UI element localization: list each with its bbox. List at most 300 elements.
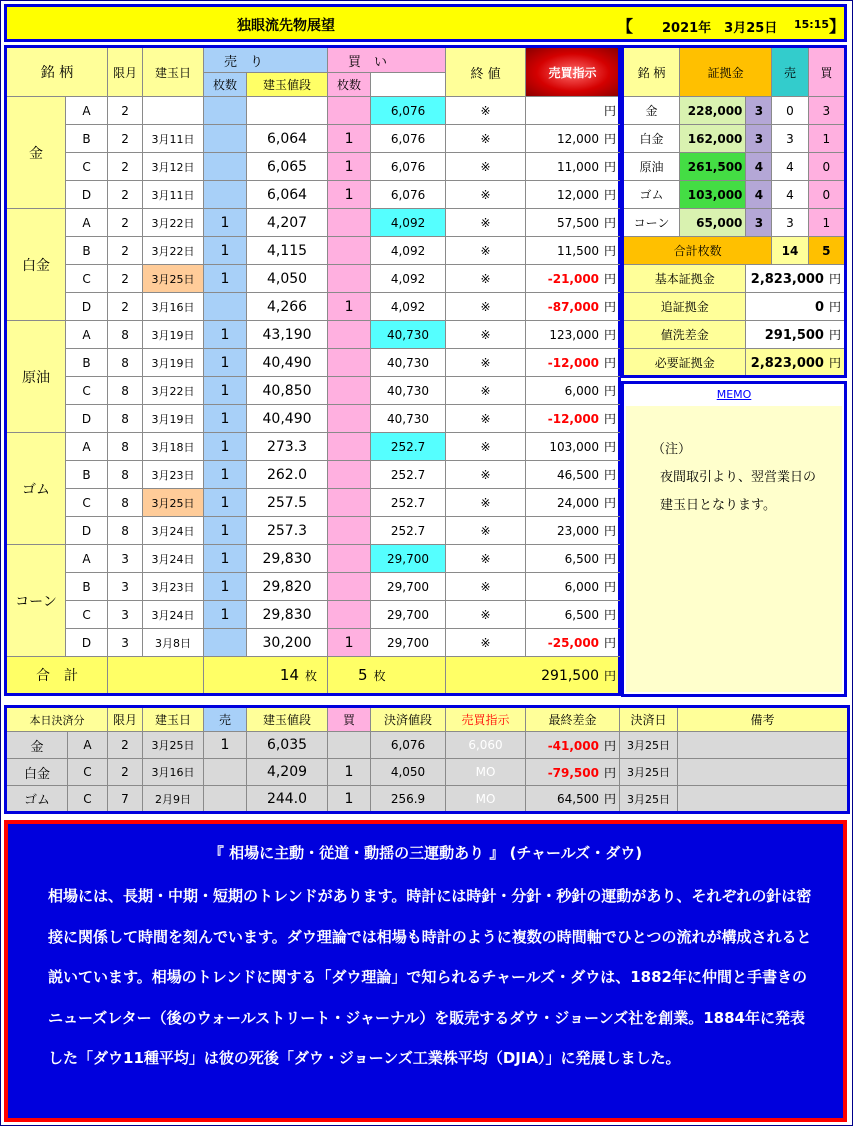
open-price: 6,065 (247, 153, 328, 181)
yen-unit: 円 (604, 440, 617, 454)
buy-qty: 1 (328, 293, 371, 321)
summary-value (746, 349, 846, 377)
buy-qty: 1 (328, 153, 371, 181)
summary-amount: 2,823,000 (750, 355, 824, 371)
margin-buy-count: 3 (808, 97, 845, 125)
summary-value (746, 321, 846, 349)
margin-amount: 162,000 (680, 125, 746, 153)
settlement-row (6, 759, 849, 786)
margin-row (623, 125, 846, 153)
diff-value: 23,000 (557, 524, 600, 538)
settle-instruction: MO (446, 786, 526, 813)
open-price: 43,190 (247, 321, 328, 349)
sell-qty: 1 (204, 377, 247, 405)
margin-sell-count: 4 (772, 181, 808, 209)
buy-qty (328, 461, 371, 489)
margin-brand: 原油 (623, 153, 680, 181)
mark-to-market-diff (526, 629, 620, 657)
mark-to-market-diff (526, 349, 620, 377)
yen-unit: 円 (604, 636, 617, 650)
close-price: 29,700 (371, 601, 446, 629)
settle-date: 3月25日 (620, 759, 678, 786)
contract-letter: B (66, 125, 108, 153)
contract-month: 2 (108, 153, 143, 181)
yen-unit: 円 (604, 412, 617, 426)
open-date: 3月25日 (143, 489, 204, 517)
table-row (6, 433, 620, 461)
contract-letter: D (66, 293, 108, 321)
settle-sell: 1 (204, 732, 247, 759)
trade-instruction: ※ (446, 461, 526, 489)
right-sell-header: 売 (772, 47, 808, 97)
open-price: 40,490 (247, 349, 328, 377)
margin-rate: 4 (746, 181, 772, 209)
total-buy-unit: 枚 (373, 669, 386, 683)
total-diff-value: 291,500 (541, 667, 600, 684)
open-date: 3月12日 (143, 153, 204, 181)
open-price (247, 97, 328, 125)
diff-value: 12,000 (557, 132, 600, 146)
open-date: 3月24日 (143, 517, 204, 545)
sell-qty: 1 (204, 349, 247, 377)
trade-instruction: ※ (446, 545, 526, 573)
trade-instruction: ※ (446, 97, 526, 125)
diff-value: -87,000 (547, 300, 600, 314)
open-price: 257.3 (247, 517, 328, 545)
contract-letter: D (66, 181, 108, 209)
buy-qty (328, 573, 371, 601)
mark-to-market-diff (526, 265, 620, 293)
margin-total-row (623, 237, 846, 265)
yen-unit: 円 (604, 188, 617, 202)
settle-settle-price: 256.9 (371, 786, 446, 813)
settle-brand-header: 本日決済分 (6, 707, 108, 732)
settle-price: 4,209 (247, 759, 328, 786)
close-price: 6,076 (371, 153, 446, 181)
mark-to-market-diff (526, 489, 620, 517)
mark-to-market-diff (526, 237, 620, 265)
diff-value: 24,000 (557, 496, 600, 510)
buy-qty (328, 265, 371, 293)
contract-letter: C (66, 377, 108, 405)
final-value: -79,500 (547, 765, 599, 780)
contract-letter: A (66, 97, 108, 125)
close-price: 29,700 (371, 545, 446, 573)
settle-open-date: 2月9日 (143, 786, 204, 813)
sell-qty: 1 (204, 489, 247, 517)
header-time: 15:15 (794, 18, 830, 31)
contract-month: 3 (108, 573, 143, 601)
trade-instruction: ※ (446, 377, 526, 405)
settle-settleprice-header: 決済値段 (371, 707, 446, 732)
mark-to-market-diff (526, 97, 620, 125)
buy-qty (328, 517, 371, 545)
col-brand-header: 銘 柄 (6, 47, 108, 97)
brand-name: 白金 (6, 209, 66, 321)
margin-row (623, 181, 846, 209)
settle-sell (204, 786, 247, 813)
open-date: 3月24日 (143, 545, 204, 573)
buy-qty (328, 209, 371, 237)
open-date: 3月23日 (143, 573, 204, 601)
diff-value: 46,500 (557, 468, 600, 482)
mark-to-market-diff (526, 181, 620, 209)
settle-open-date: 3月25日 (143, 732, 204, 759)
margin-sell-count: 3 (772, 125, 808, 153)
contract-month: 8 (108, 517, 143, 545)
settle-contract: C (68, 786, 108, 813)
open-price: 262.0 (247, 461, 328, 489)
trade-instruction: ※ (446, 349, 526, 377)
sell-qty: 1 (204, 461, 247, 489)
contract-letter: A (66, 321, 108, 349)
diff-value: 57,500 (557, 216, 600, 230)
mark-to-market-diff (526, 125, 620, 153)
trade-instruction: ※ (446, 517, 526, 545)
contract-month: 2 (108, 97, 143, 125)
contract-letter: A (66, 433, 108, 461)
table-row (6, 125, 620, 153)
open-price: 4,115 (247, 237, 328, 265)
summary-label: 基本証拠金 (623, 265, 746, 293)
sell-qty: 1 (204, 517, 247, 545)
right-buy-header: 買 (808, 47, 845, 97)
yen-unit: 円 (604, 356, 617, 370)
yen-unit: 円 (604, 468, 617, 482)
yen-unit: 円 (604, 668, 617, 683)
yen-unit: 円 (828, 328, 841, 342)
contract-letter: C (66, 153, 108, 181)
memo-link[interactable]: MEMO (716, 388, 752, 401)
summary-row (623, 265, 846, 293)
bracket-left: 【 (617, 17, 634, 36)
col-buy-qty-header: 枚数 (328, 73, 371, 97)
quote-box (4, 820, 847, 1122)
contract-month: 8 (108, 489, 143, 517)
table-row (6, 293, 620, 321)
contract-month: 8 (108, 405, 143, 433)
table-row (6, 349, 620, 377)
margin-amount: 65,000 (680, 209, 746, 237)
contract-month: 2 (108, 125, 143, 153)
trade-instruction: ※ (446, 153, 526, 181)
total-row (6, 657, 620, 695)
contract-month: 3 (108, 629, 143, 657)
table-row (6, 461, 620, 489)
diff-value: -21,000 (547, 272, 600, 286)
sell-qty: 1 (204, 265, 247, 293)
settle-note-header: 備考 (678, 707, 849, 732)
trade-instruction: ※ (446, 601, 526, 629)
brand-name: 金 (6, 97, 66, 209)
sell-qty (204, 97, 247, 125)
close-price: 40,730 (371, 321, 446, 349)
margin-buy-count: 1 (808, 125, 845, 153)
yen-unit: 円 (604, 524, 617, 538)
mark-to-market-diff (526, 545, 620, 573)
close-price: 252.7 (371, 489, 446, 517)
open-date: 3月19日 (143, 349, 204, 377)
final-value: 64,500 (556, 792, 599, 806)
yen-unit: 円 (828, 272, 841, 286)
total-sell (204, 657, 328, 695)
margin-rate: 3 (746, 209, 772, 237)
mark-to-market-diff (526, 573, 620, 601)
settle-sell (204, 759, 247, 786)
open-date: 3月19日 (143, 321, 204, 349)
yen-unit: 円 (604, 328, 617, 342)
settle-month: 7 (108, 786, 143, 813)
contract-letter: A (66, 209, 108, 237)
open-price: 40,490 (247, 405, 328, 433)
yen-unit: 円 (604, 580, 617, 594)
summary-label: 必要証拠金 (623, 349, 746, 377)
quote-title: 『 相場に主動・従道・動揺の三運動あり 』 (チャールズ・ダウ) (208, 844, 643, 862)
table-row (6, 97, 620, 125)
settlement-row (6, 732, 849, 759)
final-value: -41,000 (547, 738, 599, 753)
yen-unit: 円 (603, 792, 616, 806)
mark-to-market-diff (526, 293, 620, 321)
settle-final-header: 最終差金 (526, 707, 620, 732)
trade-instruction: ※ (446, 573, 526, 601)
mark-to-market-diff (526, 601, 620, 629)
close-price: 4,092 (371, 293, 446, 321)
open-price: 273.3 (247, 433, 328, 461)
margin-sell-count: 4 (772, 153, 808, 181)
open-price: 6,064 (247, 181, 328, 209)
settlement-row (6, 786, 849, 813)
trade-instruction: ※ (446, 405, 526, 433)
contract-month: 8 (108, 349, 143, 377)
settle-buy-header: 買 (328, 707, 371, 732)
settle-note (678, 732, 849, 759)
close-price: 29,700 (371, 629, 446, 657)
open-price: 257.5 (247, 489, 328, 517)
margin-buy-count: 1 (808, 209, 845, 237)
open-price: 6,064 (247, 125, 328, 153)
right-brand-header: 銘 柄 (623, 47, 680, 97)
table-row (6, 601, 620, 629)
contract-letter: D (66, 629, 108, 657)
trade-instruction: ※ (446, 433, 526, 461)
close-price: 6,076 (371, 97, 446, 125)
sell-qty: 1 (204, 433, 247, 461)
settle-contract: C (68, 759, 108, 786)
table-row (6, 573, 620, 601)
open-date: 3月22日 (143, 377, 204, 405)
trade-instruction: ※ (446, 321, 526, 349)
summary-value (746, 293, 846, 321)
open-date: 3月16日 (143, 293, 204, 321)
contract-letter: C (66, 265, 108, 293)
settle-settle-price: 4,050 (371, 759, 446, 786)
sell-qty (204, 293, 247, 321)
settle-instr-header: 売買指示 (446, 707, 526, 732)
sell-qty: 1 (204, 545, 247, 573)
close-price: 40,730 (371, 377, 446, 405)
settle-final-diff (526, 786, 620, 813)
yen-unit: 円 (604, 608, 617, 622)
page-title: 独眼流先物展望 (237, 18, 335, 34)
margin-brand: コーン (623, 209, 680, 237)
close-price: 40,730 (371, 405, 446, 433)
sell-qty: 1 (204, 209, 247, 237)
margin-brand: 金 (623, 97, 680, 125)
memo-line: （注） (652, 442, 692, 457)
diff-value: -25,000 (547, 636, 600, 650)
settle-sell-header: 売 (204, 707, 247, 732)
yen-unit: 円 (604, 244, 617, 258)
contract-month: 8 (108, 321, 143, 349)
settle-brand: 白金 (6, 759, 68, 786)
contract-month: 2 (108, 265, 143, 293)
settle-buy: 1 (328, 786, 371, 813)
contract-month: 2 (108, 181, 143, 209)
trade-instruction: ※ (446, 237, 526, 265)
sell-qty (204, 629, 247, 657)
summary-amount: 291,500 (764, 328, 824, 343)
open-date: 3月22日 (143, 237, 204, 265)
right-margin-header: 証拠金 (680, 47, 772, 97)
open-date (143, 97, 204, 125)
buy-qty (328, 321, 371, 349)
trade-instruction: ※ (446, 629, 526, 657)
trade-instruction: ※ (446, 293, 526, 321)
close-price: 252.7 (371, 433, 446, 461)
memo-body (626, 406, 842, 692)
diff-value: 103,000 (549, 440, 600, 454)
open-price: 4,050 (247, 265, 328, 293)
mark-to-market-diff (526, 153, 620, 181)
open-date: 3月11日 (143, 125, 204, 153)
yen-unit: 円 (828, 300, 841, 314)
open-price: 30,200 (247, 629, 328, 657)
yen-unit: 円 (604, 496, 617, 510)
margin-total-buy: 5 (808, 237, 845, 265)
settle-instruction: MO (446, 759, 526, 786)
yen-unit: 円 (604, 216, 617, 230)
yen-unit: 円 (604, 300, 617, 314)
contract-letter: D (66, 517, 108, 545)
yen-unit: 円 (604, 104, 617, 118)
sell-qty: 1 (204, 405, 247, 433)
margin-amount: 261,500 (680, 153, 746, 181)
open-date: 3月19日 (143, 405, 204, 433)
sell-qty (204, 153, 247, 181)
sell-qty (204, 181, 247, 209)
margin-buy-count: 0 (808, 181, 845, 209)
contract-month: 2 (108, 209, 143, 237)
settle-buy (328, 732, 371, 759)
mark-to-market-diff (526, 405, 620, 433)
settle-month-header: 限月 (108, 707, 143, 732)
total-sell-value: 14 (279, 666, 300, 684)
trade-instruction: ※ (446, 209, 526, 237)
summary-amount: 2,823,000 (750, 272, 824, 287)
table-row (6, 377, 620, 405)
total-spacer (108, 657, 204, 695)
diff-value: 6,500 (564, 608, 600, 622)
open-price: 29,830 (247, 545, 328, 573)
buy-qty (328, 545, 371, 573)
contract-letter: D (66, 405, 108, 433)
open-date: 3月8日 (143, 629, 204, 657)
settle-contract: A (68, 732, 108, 759)
contract-letter: B (66, 237, 108, 265)
buy-qty (328, 237, 371, 265)
contract-letter: C (66, 489, 108, 517)
memo-line: 夜間取引より、翌営業日の (660, 470, 817, 485)
settle-brand: 金 (6, 732, 68, 759)
positions-table (4, 45, 621, 696)
sell-qty: 1 (204, 321, 247, 349)
margin-amount: 103,000 (680, 181, 746, 209)
contract-month: 8 (108, 377, 143, 405)
buy-qty (328, 349, 371, 377)
table-row (6, 545, 620, 573)
mark-to-market-diff (526, 377, 620, 405)
total-buy-value: 5 (358, 666, 368, 684)
diff-value: -12,000 (547, 412, 600, 426)
buy-qty: 1 (328, 629, 371, 657)
margin-rate: 3 (746, 97, 772, 125)
yen-unit: 円 (603, 738, 616, 753)
table-row (6, 181, 620, 209)
open-price: 4,207 (247, 209, 328, 237)
yen-unit: 円 (604, 132, 617, 146)
brand-name: 原油 (6, 321, 66, 433)
settle-date2-header: 決済日 (620, 707, 678, 732)
summary-label: 追証拠金 (623, 293, 746, 321)
yen-unit: 円 (828, 355, 841, 370)
sell-qty (204, 125, 247, 153)
margin-rate: 4 (746, 153, 772, 181)
settle-month: 2 (108, 732, 143, 759)
mark-to-market-diff (526, 433, 620, 461)
close-price: 40,730 (371, 349, 446, 377)
mark-to-market-diff (526, 461, 620, 489)
open-date: 3月23日 (143, 461, 204, 489)
buy-qty: 1 (328, 181, 371, 209)
buy-qty (328, 489, 371, 517)
yen-unit: 円 (603, 765, 616, 780)
settle-final-diff (526, 759, 620, 786)
col-date-header: 建玉日 (143, 47, 204, 97)
settle-date: 3月25日 (620, 732, 678, 759)
diff-value: 11,500 (557, 244, 600, 258)
table-row (6, 517, 620, 545)
contract-letter: A (66, 545, 108, 573)
table-row (6, 405, 620, 433)
margin-rate: 3 (746, 125, 772, 153)
buy-qty (328, 405, 371, 433)
open-price: 29,830 (247, 601, 328, 629)
brand-name: ゴム (6, 433, 66, 545)
close-price: 4,092 (371, 237, 446, 265)
close-price: 6,076 (371, 125, 446, 153)
sell-qty: 1 (204, 237, 247, 265)
summary-amount: 0 (814, 300, 824, 315)
settle-month: 2 (108, 759, 143, 786)
settle-price-header: 建玉値段 (247, 707, 328, 732)
quote-body: 相場には、長期・中期・短期のトレンドがあります。時計には時針・分針・秒針の運動があり、それぞれの針は密接に関係して時間を刻んでいます。ダウ理論では相場も時計のように複数の時間軸でひとつの流れが構成されると説いています。相場のトレンドに関する「ダウ理論」で知られるチャールズ・ダウは、1882年に仲間と手書きのニューズレター（後のウォールストリート・ジャーナル）を販売するダウ・ジョーンズ社を創業。1884年に発表した「ダウ11種平均」は彼の死後「ダウ・ジョーンズ工業株平均（DJIA）」に発展しました。 (48, 887, 812, 1067)
table-row (6, 629, 620, 657)
contract-month: 8 (108, 461, 143, 489)
total-buy (328, 657, 446, 695)
contract-month: 8 (108, 433, 143, 461)
margin-row (623, 97, 846, 125)
